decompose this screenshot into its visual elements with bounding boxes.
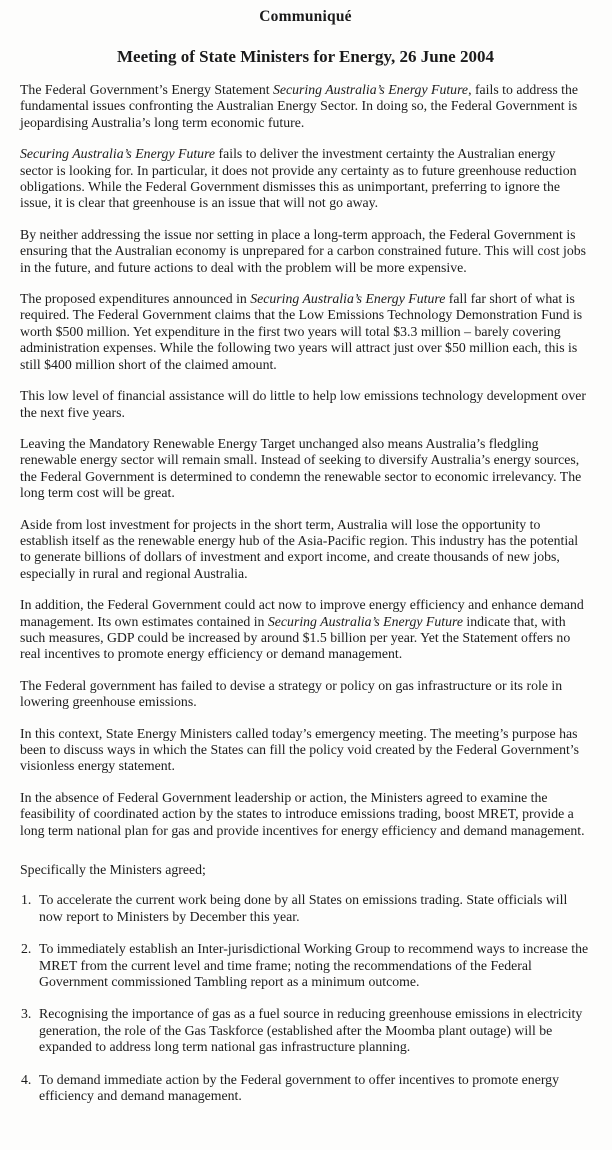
paragraph-text: By neither addressing the issue nor setting in place a long-term approach, the Federal Government is ensuring that the Australian economy is unprepared for a carbon constrained future. This will cost jobs in the future, and future actions to deal with the problem will be more expensive. bbox=[20, 226, 587, 275]
agreed-item bbox=[20, 1072, 591, 1105]
agreed-item bbox=[20, 941, 591, 990]
paragraph bbox=[20, 678, 591, 711]
agreed-list bbox=[20, 892, 591, 1104]
item-number: 1. bbox=[21, 892, 32, 908]
item-text: To immediately establish an Inter-jurisdictional Working Group to recommend ways to increase the MRET from the current level and time frame; noting the recommendations of the Federal Government commissioned Tambling report as a minimum outcome. bbox=[39, 941, 589, 990]
paragraph-text: In addition, the Federal Government could act now to improve energy efficiency and enhance demand management. Its own estimates contained in bbox=[20, 597, 584, 629]
document-title: Communiqué bbox=[259, 8, 352, 25]
agreed-intro: Specifically the Ministers agreed; bbox=[20, 862, 206, 878]
item-text: Recognising the importance of gas as a fuel source in reducing greenhouse emissions in electricity generation, the role of the Gas Taskforce (established after the Moomba plant outage) will be expanded to address long term national gas infrastructure planning. bbox=[39, 1006, 583, 1055]
paragraph-text: indicate that, with such measures, GDP could be increased by around $1.5 billion per year. Yet the Statement offers no real incentives to promote energy efficiency or demand management. bbox=[20, 613, 571, 662]
paragraph-text: Leaving the Mandatory Renewable Energy Target unchanged also means Australia’s fledgling renewable energy sector will remain small. Instead of seeking to diversify Australia’s energy sources, the Federal Government is determined to condemn the renewable sector to economic irrelevancy. The long term cost will be great. bbox=[20, 435, 582, 501]
paragraph bbox=[20, 291, 591, 373]
paragraph-text: The proposed expenditures announced in bbox=[20, 291, 251, 307]
item-text: To demand immediate action by the Federal government to offer incentives to promote energy efficiency and demand management. bbox=[39, 1071, 559, 1104]
paragraph bbox=[20, 82, 591, 131]
item-number: 3. bbox=[21, 1006, 32, 1022]
paragraph-text: Aside from lost investment for projects in the short term, Australia will lose the opportunity to establish itself as the renewable energy hub of the Asia-Pacific region. This industry has the potential to generate billions of dollars of investment and export income, and create thousands of new jobs, especially in rural and regional Australia. bbox=[20, 516, 579, 581]
paragraph bbox=[20, 597, 591, 663]
italic-phrase: Securing Australia’s Energy Future bbox=[20, 146, 216, 162]
paragraph bbox=[20, 436, 591, 502]
paragraph-text: In this context, State Energy Ministers called today’s emergency meeting. The meeting’s purpose has been to discuss ways in which the States can fill the policy void created by the Federal Government’s visionless energy statement. bbox=[20, 725, 580, 774]
paragraph bbox=[20, 388, 591, 421]
paragraph bbox=[20, 726, 591, 775]
paragraph-text: The Federal Government’s Energy Statement bbox=[20, 82, 273, 97]
italic-phrase: Securing Australia’s Energy Future bbox=[273, 82, 469, 97]
paragraph bbox=[20, 517, 591, 583]
paragraph bbox=[20, 146, 591, 212]
paragraph-text: This low level of financial assistance will do little to help low emissions technology development over the next five years. bbox=[20, 388, 586, 420]
paragraph bbox=[20, 227, 591, 276]
item-number: 4. bbox=[21, 1071, 32, 1087]
item-number: 2. bbox=[21, 941, 32, 957]
paragraph-text: In the absence of Federal Government leadership or action, the Ministers agreed to examine the feasibility of coordinated action by the states to introduce emissions trading, boost MRET, provide a long term national plan for gas and provide incentives for energy efficiency and demand management. bbox=[20, 789, 585, 838]
document-subtitle: Meeting of State Ministers for Energy, 26 June 2004 bbox=[117, 47, 494, 66]
paragraph-text: The Federal government has failed to devise a strategy or policy on gas infrastructure or its role in lowering greenhouse emissions. bbox=[20, 677, 563, 710]
item-text: To accelerate the current work being done by all States on emissions trading. State officials will now report to Ministers by December this year. bbox=[39, 892, 568, 924]
italic-phrase: Securing Australia’s Energy Future bbox=[267, 613, 463, 629]
paragraph bbox=[20, 790, 591, 839]
paragraph-text: fall far short of what is required. The Federal Government claims that the Low Emissions Technology Demonstration Fund is worth $500 million. Yet expenditure in the first two years will total $3.3 million – barely covering administration expenses. While the following two years will attract just over $50 million each, this is still $400 million short of the claimed amount. bbox=[20, 291, 583, 372]
paragraph-text: fails to deliver the investment certainty the Australian energy sector is looking for. In particular, it does not provide any certainty as to future greenhouse reduction obligations. While the Federal Government dismisses this as unimportant, preferring to ignore the issue, it is clear that greenhouse is an issue that will not go away. bbox=[20, 146, 577, 211]
paragraph-text: , fails to address the fundamental issues confronting the Australian Energy Sector. In doing so, the Federal Government is jeopardising Australia’s long term economic future. bbox=[20, 82, 579, 130]
italic-phrase: Securing Australia’s Energy Future bbox=[250, 291, 446, 307]
document-paragraphs bbox=[20, 82, 591, 839]
agreed-item bbox=[20, 892, 591, 925]
agreed-item bbox=[20, 1006, 591, 1055]
